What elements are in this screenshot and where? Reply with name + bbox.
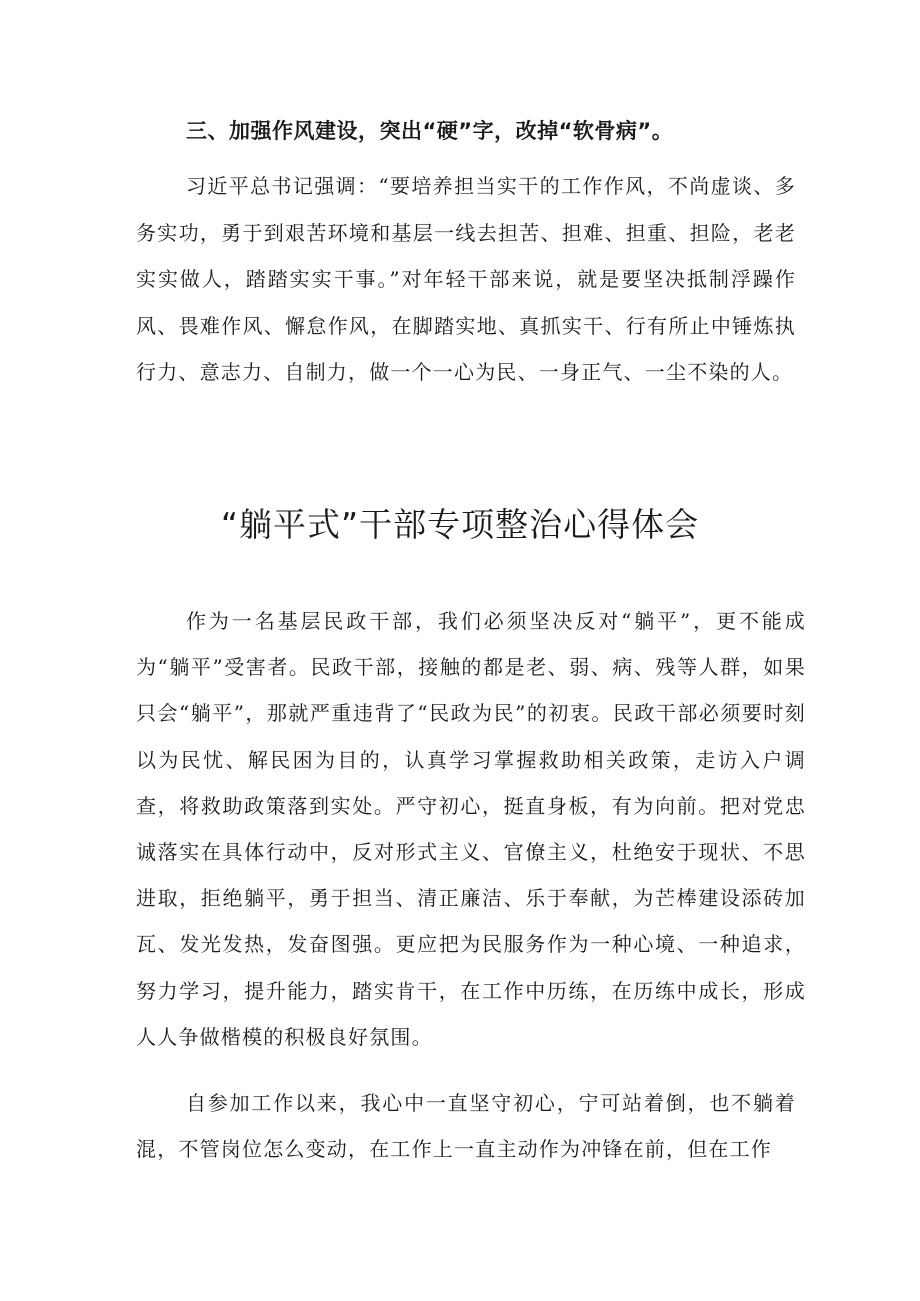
section-heading: 三、加强作风建设，突出“硬”字，改掉“软骨病”。 [186,119,674,143]
article-title: “躺平式”干部专项整治心得体会 [220,505,700,544]
section-paragraph: 习近平总书记强调：“要培养担当实干的工作作风，不尚虚谈、多务实功，勇于到艰苦环境和基层一线去担苦、担难、担重、担险，老老实实做人，踏踏实实干事。”对年轻干部来说，就是要坚决抵制浮躁作风、畏难作风、懈怠作风，在脚踏实地、真抓实干、行有所止中锤炼执行力、意志力、自制力，做一个一心为民、一身正气、一尘不染的人。 [136,174,796,384]
article-paragraph-2: 自参加工作以来，我心中一直坚守初心，宁可站着倒，也不躺着混，不管岗位怎么变动，在工作上一直主动作为冲锋在前，但在工作 [136,1091,796,1161]
article-paragraph-1: 作为一名基层民政干部，我们必须坚决反对“躺平”，更不能成为“躺平”受害者。民政干部，接触的都是老、弱、病、残等人群，如果只会“躺平”，那就严重违背了“民政为民”的初衷。民政干部必须要时刻以为民忧、解民困为目的，认真学习掌握救助相关政策，走访入户调查，将救助政策落到实处。严守初心，挺直身板，有为向前。把对党忠诚落实在具体行动中，反对形式主义、官僚主义，杜绝安于现状、不思进取，拒绝躺平，勇于担当、清正廉洁、乐于奉献，为芒棒建设添砖加瓦、发光发热，发奋图强。更应把为民服务作为一种心境、一种追求，努力学习，提升能力，踏实肯干，在工作中历练，在历练中成长，形成人人争做楷模的积极良好氛围。 [136,609,806,1049]
